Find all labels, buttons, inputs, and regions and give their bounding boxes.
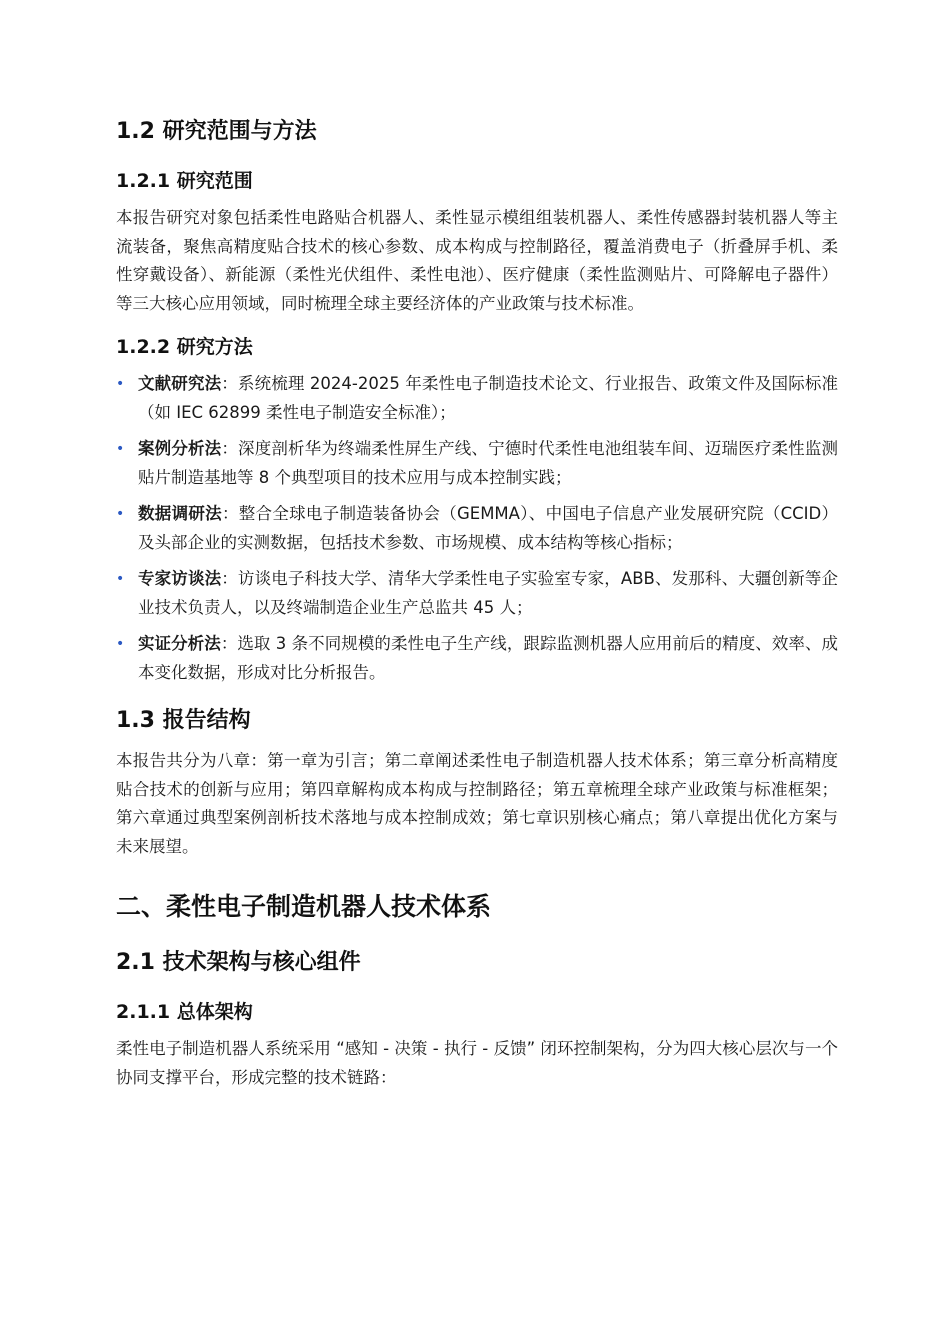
section-heading-1-3: 1.3 报告结构: [116, 708, 251, 733]
paragraph-research-scope: 本报告研究对象包括柔性电路贴合机器人、柔性显示模组组装机器人、柔性传感器封装机器人等主流装备，聚焦高精度贴合技术的核心参数、成本构成与控制路径，覆盖消费电子（折叠屏手机、柔性穿戴设备）、新能源（柔性光伏组件、柔性电池）、医疗健康（柔性监测贴片、可降解电子器件）等三大核心应用领域，同时梳理全球主要经济体的产业政策与技术标准。: [116, 208, 838, 313]
list-item: [116, 500, 838, 557]
list-item-term: 文献研究法: [138, 374, 222, 393]
list-item-text: ：访谈电子科技大学、清华大学柔性电子实验室专家，ABB、发那科、大疆创新等企业技术负责人，以及终端制造企业生产总监共 45 人；: [138, 569, 838, 617]
chapter-heading-2: 二、柔性电子制造机器人技术体系: [116, 892, 492, 921]
section-heading-1-2-2: 1.2.2 研究方法: [116, 336, 253, 358]
bullet-dot-icon: •: [116, 376, 125, 392]
document-page: [116, 112, 838, 1092]
bullet-dot-icon: •: [116, 441, 125, 457]
list-item: [116, 435, 838, 492]
list-item: [116, 370, 838, 427]
research-methods-list: [116, 370, 838, 687]
list-item: [116, 630, 838, 687]
list-item-text: ：深度剖析华为终端柔性屏生产线、宁德时代柔性电池组装车间、迈瑞医疗柔性监测贴片制造基地等 8 个典型项目的技术应用与成本控制实践；: [138, 439, 839, 487]
section-heading-2-1: 2.1 技术架构与核心组件: [116, 950, 361, 975]
paragraph-report-structure: 本报告共分为八章：第一章为引言；第二章阐述柔性电子制造机器人技术体系；第三章分析高精度贴合技术的创新与应用；第四章解构成本构成与控制路径；第五章梳理全球产业政策与标准框架；第六章通过典型案例剖析技术落地与成本控制成效；第七章识别核心痛点；第八章提出优化方案与未来展望。: [116, 751, 838, 856]
bullet-dot-icon: •: [116, 636, 125, 652]
bullet-dot-icon: •: [116, 571, 125, 587]
list-item-text: ：系统梳理 2024-2025 年柔性电子制造技术论文、行业报告、政策文件及国际标准（如 IEC 62899 柔性电子制造安全标准）；: [138, 374, 839, 422]
list-item-text: ：整合全球电子制造装备协会（GEMMA）、中国电子信息产业发展研究院（CCID）及头部企业的实测数据，包括技术参数、市场规模、成本结构等核心指标；: [138, 504, 839, 552]
list-item-text: ：选取 3 条不同规模的柔性电子生产线，跟踪监测机器人应用前后的精度、效率、成本变化数据，形成对比分析报告。: [138, 634, 839, 682]
section-heading-1-2: 1.2 研究范围与方法: [116, 119, 317, 144]
list-item-term: 专家访谈法: [138, 569, 222, 588]
bullet-dot-icon: •: [116, 506, 125, 522]
list-item-term: 案例分析法: [138, 439, 222, 458]
paragraph-overall-architecture: 柔性电子制造机器人系统采用 “感知 - 决策 - 执行 - 反馈” 闭环控制架构，分为四大核心层次与一个协同支撑平台，形成完整的技术链路：: [116, 1039, 838, 1087]
section-heading-2-1-1: 2.1.1 总体架构: [116, 1001, 253, 1023]
list-item-term: 实证分析法: [138, 634, 221, 653]
list-item: [116, 565, 838, 622]
section-heading-1-2-1: 1.2.1 研究范围: [116, 170, 253, 192]
list-item-term: 数据调研法: [138, 504, 222, 523]
